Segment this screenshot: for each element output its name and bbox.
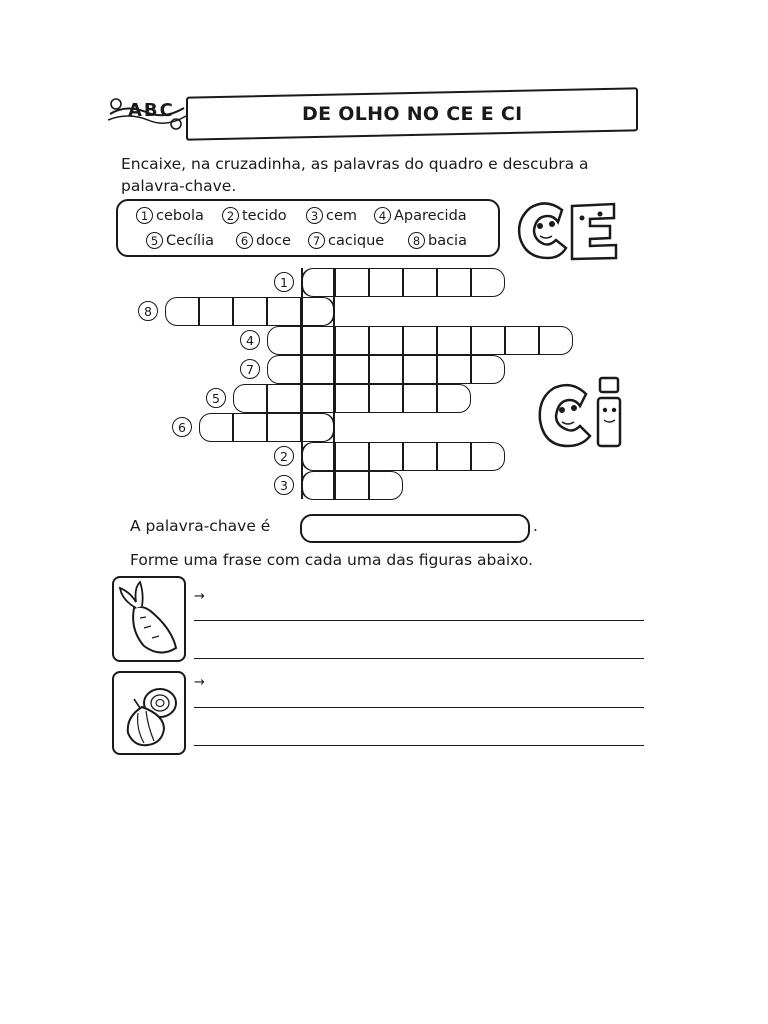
crossword-cell[interactable]	[199, 413, 233, 442]
crossword-row-number: 4	[240, 330, 260, 350]
writing-line[interactable]	[194, 707, 644, 708]
key-word-column	[301, 268, 335, 499]
crossword-cell[interactable]	[267, 326, 301, 355]
word-text: tecido	[242, 207, 287, 224]
sentence-arrow: →	[194, 589, 205, 604]
crossword-row-number: 5	[206, 388, 226, 408]
instruction-line-1: Encaixe, na cruzadinha, as palavras do quadro e descubra a	[121, 155, 589, 173]
sentence-arrow: →	[194, 675, 205, 690]
word-item	[308, 232, 384, 249]
answer-period: .	[533, 517, 538, 535]
crossword-key-cell[interactable]	[301, 297, 335, 326]
crossword-row-number: 6	[172, 417, 192, 437]
crossword-cell[interactable]	[437, 384, 471, 413]
ci-illustration	[536, 374, 636, 454]
crossword-key-cell[interactable]	[301, 413, 335, 442]
crossword-cell[interactable]	[335, 268, 369, 297]
ci-letters-icon	[536, 374, 636, 454]
answer-label: A palavra-chave é	[130, 517, 271, 535]
word-text: bacia	[428, 232, 467, 249]
onion-picture-box	[112, 671, 186, 755]
crossword-row-number: 3	[274, 475, 294, 495]
word-number: 3	[306, 207, 323, 224]
crossword-cell[interactable]	[471, 442, 505, 471]
ce-letters-icon	[514, 196, 624, 266]
crossword-cell[interactable]	[233, 297, 267, 326]
word-number: 6	[236, 232, 253, 249]
crossword-cell[interactable]	[369, 268, 403, 297]
word-list-box	[116, 199, 500, 257]
crossword-key-cell[interactable]	[301, 268, 335, 297]
crossword-cell[interactable]	[335, 355, 369, 384]
crossword-row-number: 2	[274, 446, 294, 466]
word-number: 7	[308, 232, 325, 249]
abc-logo-text: ABC	[128, 100, 175, 121]
crossword-cell[interactable]	[267, 355, 301, 384]
word-text: Aparecida	[394, 207, 467, 224]
writing-line[interactable]	[194, 620, 644, 621]
word-text: Cecília	[166, 232, 214, 249]
crossword-cell[interactable]	[437, 326, 471, 355]
sentence-heading: Forme uma frase com cada uma das figuras abaixo.	[130, 551, 533, 569]
crossword-key-cell[interactable]	[301, 442, 335, 471]
word-number: 1	[136, 207, 153, 224]
crossword-cell[interactable]	[335, 384, 369, 413]
word-text: cacique	[328, 232, 385, 249]
crossword-key-cell[interactable]	[301, 471, 335, 500]
writing-line[interactable]	[194, 745, 644, 746]
key-word-answer-field[interactable]	[300, 514, 530, 543]
word-number: 2	[222, 207, 239, 224]
crossword-key-cell[interactable]	[301, 384, 335, 413]
crossword-cell[interactable]	[267, 384, 301, 413]
crossword-cell[interactable]	[403, 268, 437, 297]
word-item	[374, 207, 467, 224]
crossword-cell[interactable]	[539, 326, 573, 355]
crossword-cell[interactable]	[335, 471, 369, 500]
word-number: 4	[374, 207, 391, 224]
crossword-row-number: 1	[274, 272, 294, 292]
crossword-key-cell[interactable]	[301, 326, 335, 355]
carrot-picture-box	[112, 576, 186, 662]
crossword-key-cell[interactable]	[301, 355, 335, 384]
crossword-cell[interactable]	[437, 442, 471, 471]
word-item	[236, 232, 291, 249]
title-banner	[186, 87, 638, 140]
crossword-cell[interactable]	[233, 413, 267, 442]
crossword-cell[interactable]	[335, 326, 369, 355]
word-item	[222, 207, 287, 224]
crossword-row-number: 8	[138, 301, 158, 321]
crossword-cell[interactable]	[437, 268, 471, 297]
word-item	[146, 232, 214, 249]
crossword-cell[interactable]	[471, 326, 505, 355]
crossword-cell[interactable]	[267, 297, 301, 326]
crossword-cell[interactable]	[403, 384, 437, 413]
crossword-cell[interactable]	[437, 355, 471, 384]
crossword-cell[interactable]	[471, 355, 505, 384]
crossword-cell[interactable]	[505, 326, 539, 355]
crossword-cell[interactable]	[369, 384, 403, 413]
crossword-cell[interactable]	[233, 384, 267, 413]
crossword-cell[interactable]	[403, 355, 437, 384]
abc-logo	[106, 90, 188, 136]
word-text: doce	[256, 232, 291, 249]
crossword-cell[interactable]	[471, 268, 505, 297]
crossword-cell[interactable]	[199, 297, 233, 326]
word-item	[136, 207, 204, 224]
word-item	[306, 207, 357, 224]
crossword-cell[interactable]	[369, 442, 403, 471]
ce-illustration	[514, 196, 624, 266]
word-number: 8	[408, 232, 425, 249]
crossword-cell[interactable]	[403, 326, 437, 355]
crossword-cell[interactable]	[369, 326, 403, 355]
word-number: 5	[146, 232, 163, 249]
carrot-icon	[114, 578, 184, 660]
word-item	[408, 232, 467, 249]
page-title: DE OLHO NO CE E CI	[301, 103, 523, 126]
crossword-cell[interactable]	[165, 297, 199, 326]
crossword-cell[interactable]	[335, 442, 369, 471]
instruction-line-2: palavra-chave.	[121, 177, 237, 195]
crossword-cell[interactable]	[267, 413, 301, 442]
writing-line[interactable]	[194, 658, 644, 659]
word-text: cebola	[156, 207, 204, 224]
crossword-cell[interactable]	[369, 355, 403, 384]
crossword-cell[interactable]	[403, 442, 437, 471]
crossword-row-number: 7	[240, 359, 260, 379]
word-text: cem	[326, 207, 358, 224]
onion-icon	[114, 673, 184, 753]
crossword-cell[interactable]	[369, 471, 403, 500]
